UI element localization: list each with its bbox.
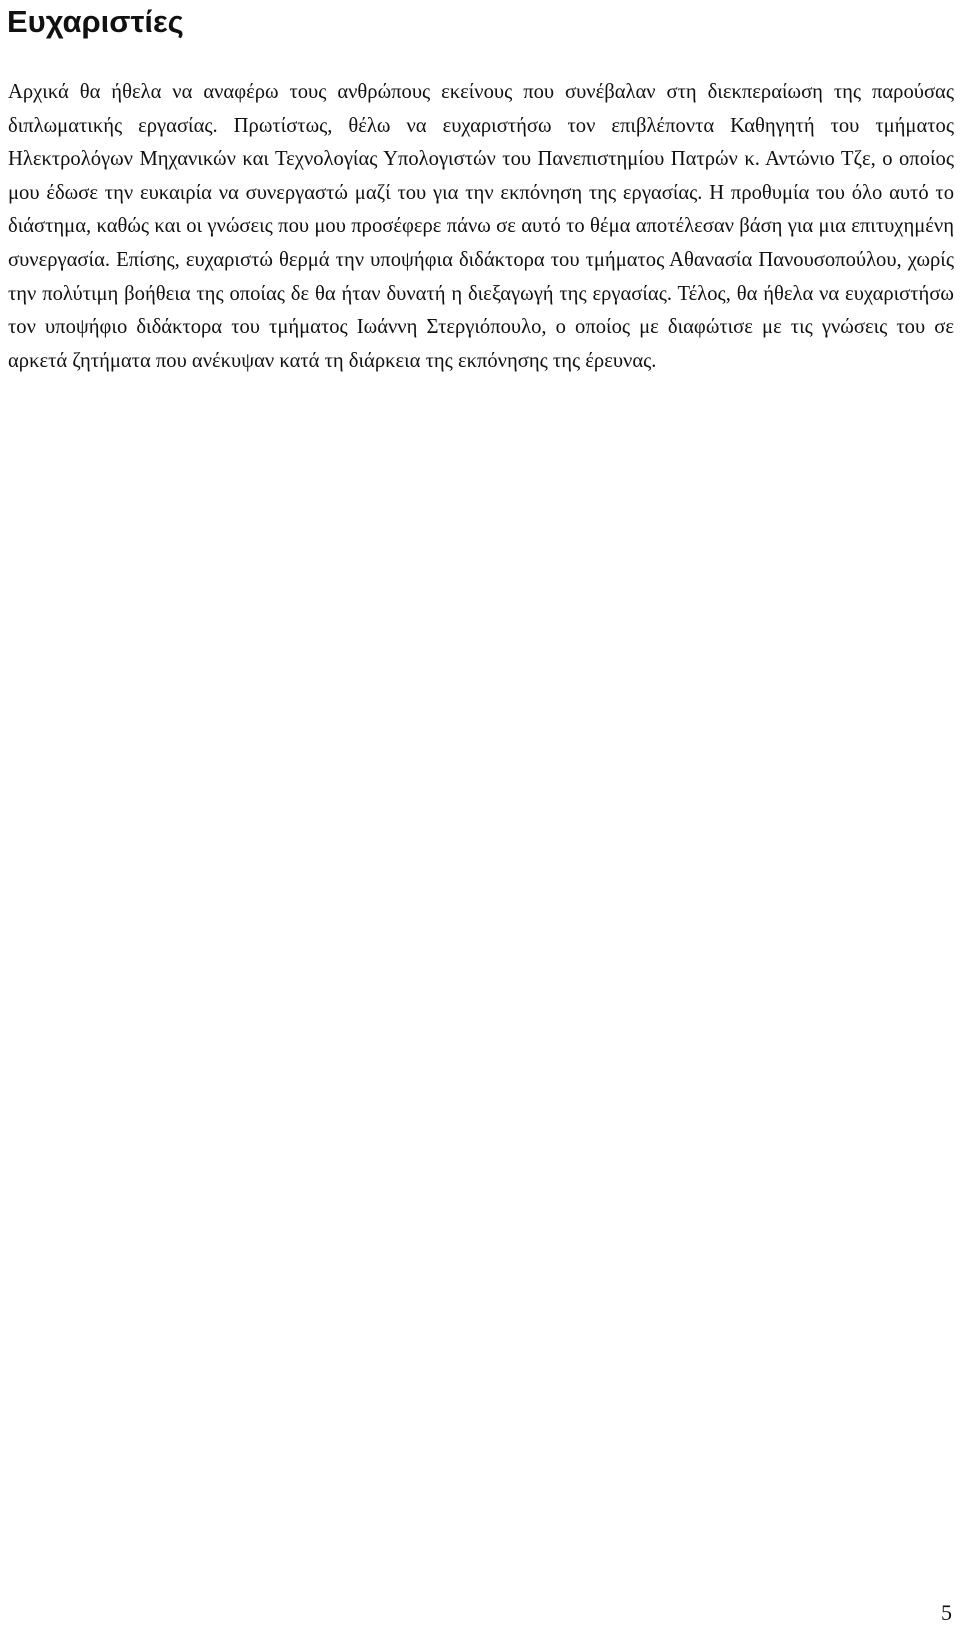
page-number: 5 bbox=[941, 1600, 952, 1625]
page-title: Ευχαριστίες bbox=[7, 4, 184, 39]
acknowledgements-paragraph: Αρχικά θα ήθελα να αναφέρω τους ανθρώπους εκείνους που συνέβαλαν στη διεκπεραίωση της παρούσας διπλωματικής εργασίας. Πρωτίστως, θέλω να ευχαριστήσω τον επιβλέποντα Καθηγητή του τμήματος Ηλεκτρολόγων Μηχανικών και Τεχνολογίας Υπολογιστών του Πανεπιστημίου Πατρών κ. Αντώνιο Τζε, ο οποίος μου έδωσε την ευκαιρία να συνεργαστώ μαζί του για την εκπόνηση της εργασίας. Η προθυμία του όλο αυτό το διάστημα, καθώς και οι γνώσεις που μου προσέφερε πάνω σε αυτό το θέμα αποτέλεσαν βάση για μια επιτυχημένη συνεργασία. Επίσης, ευχαριστώ θερμά την υποψήφια διδάκτορα του τμήματος Αθανασία Πανουσοπούλου, χωρίς την πολύτιμη βοήθεια της οποίας δε θα ήταν δυνατή η διεξαγωγή της εργασίας. Τέλος, θα ήθελα να ευχαριστήσω τον υποψήφιο διδάκτορα του τμήματος Ιωάννη Στεργιόπουλο, ο οποίος με διαφώτισε με τις γνώσεις του σε αρκετά ζητήματα που ανέκυψαν κατά τη διάρκεια της εκπόνησης της έρευνας. bbox=[8, 81, 954, 372]
